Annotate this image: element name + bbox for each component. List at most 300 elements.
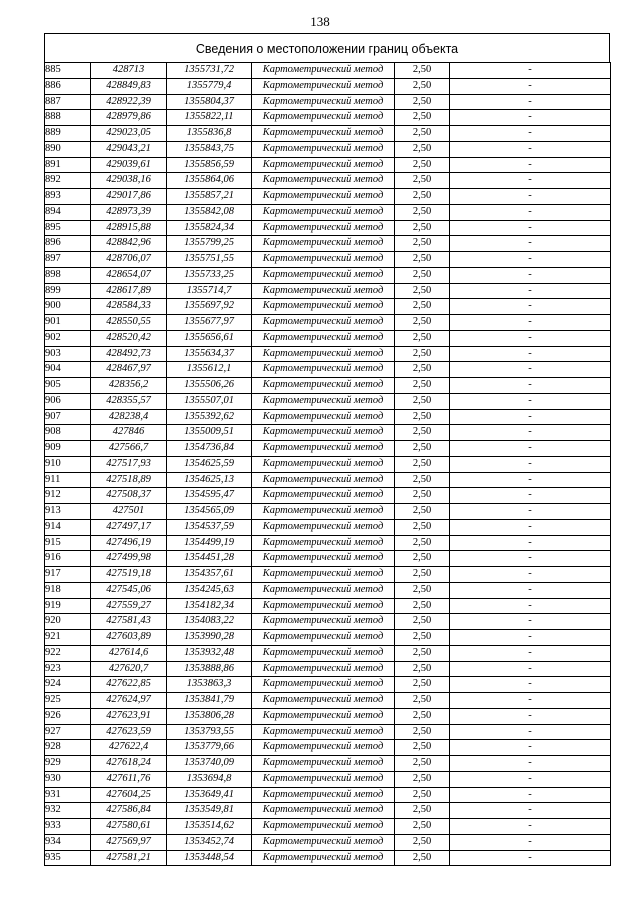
y-coordinate-cell: 1354625,13 bbox=[167, 472, 252, 488]
x-coordinate-cell: 427545,06 bbox=[91, 582, 167, 598]
table-row bbox=[45, 157, 611, 173]
table-row bbox=[45, 771, 611, 787]
description-cell: - bbox=[450, 567, 611, 583]
y-coordinate-cell: 1353990,28 bbox=[167, 630, 252, 646]
point-number-cell: 892 bbox=[45, 173, 91, 189]
accuracy-cell: 2,50 bbox=[395, 236, 450, 252]
accuracy-cell: 2,50 bbox=[395, 504, 450, 520]
y-coordinate-cell: 1355824,34 bbox=[167, 220, 252, 236]
point-number-cell: 919 bbox=[45, 598, 91, 614]
table-row bbox=[45, 110, 611, 126]
description-cell: - bbox=[450, 519, 611, 535]
method-cell: Картометрический метод bbox=[252, 504, 395, 520]
table-row bbox=[45, 693, 611, 709]
method-cell: Картометрический метод bbox=[252, 472, 395, 488]
x-coordinate-cell: 427566,7 bbox=[91, 441, 167, 457]
description-cell: - bbox=[450, 850, 611, 866]
y-coordinate-cell: 1354565,09 bbox=[167, 504, 252, 520]
table-row bbox=[45, 488, 611, 504]
method-cell: Картометрический метод bbox=[252, 740, 395, 756]
table-row bbox=[45, 78, 611, 94]
method-cell: Картометрический метод bbox=[252, 126, 395, 142]
y-coordinate-cell: 1355836,8 bbox=[167, 126, 252, 142]
point-number-cell: 886 bbox=[45, 78, 91, 94]
point-number-cell: 924 bbox=[45, 677, 91, 693]
y-coordinate-cell: 1354595,47 bbox=[167, 488, 252, 504]
description-cell: - bbox=[450, 551, 611, 567]
method-cell: Картометрический метод bbox=[252, 677, 395, 693]
table-row bbox=[45, 551, 611, 567]
x-coordinate-cell: 427497,17 bbox=[91, 519, 167, 535]
y-coordinate-cell: 1355779,4 bbox=[167, 78, 252, 94]
table-row bbox=[45, 567, 611, 583]
accuracy-cell: 2,50 bbox=[395, 126, 450, 142]
point-number-cell: 925 bbox=[45, 693, 91, 709]
method-cell: Картометрический метод bbox=[252, 236, 395, 252]
accuracy-cell: 2,50 bbox=[395, 834, 450, 850]
x-coordinate-cell: 427622,85 bbox=[91, 677, 167, 693]
point-number-cell: 898 bbox=[45, 267, 91, 283]
accuracy-cell: 2,50 bbox=[395, 456, 450, 472]
method-cell: Картометрический метод bbox=[252, 551, 395, 567]
point-number-cell: 928 bbox=[45, 740, 91, 756]
x-coordinate-cell: 427614,6 bbox=[91, 645, 167, 661]
description-cell: - bbox=[450, 157, 611, 173]
y-coordinate-cell: 1353779,66 bbox=[167, 740, 252, 756]
x-coordinate-cell: 428467,97 bbox=[91, 362, 167, 378]
y-coordinate-cell: 1355864,06 bbox=[167, 173, 252, 189]
description-cell: - bbox=[450, 441, 611, 457]
accuracy-cell: 2,50 bbox=[395, 551, 450, 567]
table-row bbox=[45, 724, 611, 740]
method-cell: Картометрический метод bbox=[252, 787, 395, 803]
y-coordinate-cell: 1354499,19 bbox=[167, 535, 252, 551]
accuracy-cell: 2,50 bbox=[395, 708, 450, 724]
x-coordinate-cell: 429023,05 bbox=[91, 126, 167, 142]
description-cell: - bbox=[450, 362, 611, 378]
y-coordinate-cell: 1355799,25 bbox=[167, 236, 252, 252]
point-number-cell: 933 bbox=[45, 819, 91, 835]
accuracy-cell: 2,50 bbox=[395, 78, 450, 94]
accuracy-cell: 2,50 bbox=[395, 330, 450, 346]
y-coordinate-cell: 1353841,79 bbox=[167, 693, 252, 709]
x-coordinate-cell: 427846 bbox=[91, 425, 167, 441]
table-row bbox=[45, 346, 611, 362]
x-coordinate-cell: 427623,59 bbox=[91, 724, 167, 740]
y-coordinate-cell: 1355656,61 bbox=[167, 330, 252, 346]
method-cell: Картометрический метод bbox=[252, 78, 395, 94]
x-coordinate-cell: 428922,39 bbox=[91, 94, 167, 110]
x-coordinate-cell: 427580,61 bbox=[91, 819, 167, 835]
table-row bbox=[45, 803, 611, 819]
y-coordinate-cell: 1355856,59 bbox=[167, 157, 252, 173]
method-cell: Картометрический метод bbox=[252, 819, 395, 835]
accuracy-cell: 2,50 bbox=[395, 850, 450, 866]
table-row bbox=[45, 236, 611, 252]
point-number-cell: 931 bbox=[45, 787, 91, 803]
point-number-cell: 911 bbox=[45, 472, 91, 488]
description-cell: - bbox=[450, 504, 611, 520]
y-coordinate-cell: 1353740,09 bbox=[167, 756, 252, 772]
y-coordinate-cell: 1353932,48 bbox=[167, 645, 252, 661]
description-cell: - bbox=[450, 204, 611, 220]
description-cell: - bbox=[450, 63, 611, 79]
description-cell: - bbox=[450, 330, 611, 346]
y-coordinate-cell: 1353888,86 bbox=[167, 661, 252, 677]
point-number-cell: 914 bbox=[45, 519, 91, 535]
point-number-cell: 885 bbox=[45, 63, 91, 79]
method-cell: Картометрический метод bbox=[252, 409, 395, 425]
x-coordinate-cell: 427618,24 bbox=[91, 756, 167, 772]
table-row bbox=[45, 409, 611, 425]
x-coordinate-cell: 427581,21 bbox=[91, 850, 167, 866]
point-number-cell: 916 bbox=[45, 551, 91, 567]
x-coordinate-cell: 428355,57 bbox=[91, 393, 167, 409]
x-coordinate-cell: 428617,89 bbox=[91, 283, 167, 299]
table-row bbox=[45, 267, 611, 283]
x-coordinate-cell: 428584,33 bbox=[91, 299, 167, 315]
x-coordinate-cell: 429039,61 bbox=[91, 157, 167, 173]
table-row bbox=[45, 661, 611, 677]
y-coordinate-cell: 1355392,62 bbox=[167, 409, 252, 425]
method-cell: Картометрический метод bbox=[252, 63, 395, 79]
y-coordinate-cell: 1355731,72 bbox=[167, 63, 252, 79]
table-row bbox=[45, 362, 611, 378]
method-cell: Картометрический метод bbox=[252, 141, 395, 157]
description-cell: - bbox=[450, 378, 611, 394]
method-cell: Картометрический метод bbox=[252, 204, 395, 220]
x-coordinate-cell: 428356,2 bbox=[91, 378, 167, 394]
x-coordinate-cell: 427611,76 bbox=[91, 771, 167, 787]
method-cell: Картометрический метод bbox=[252, 94, 395, 110]
y-coordinate-cell: 1353448,54 bbox=[167, 850, 252, 866]
accuracy-cell: 2,50 bbox=[395, 173, 450, 189]
table-row bbox=[45, 472, 611, 488]
table-row bbox=[45, 850, 611, 866]
accuracy-cell: 2,50 bbox=[395, 409, 450, 425]
method-cell: Картометрический метод bbox=[252, 346, 395, 362]
point-number-cell: 889 bbox=[45, 126, 91, 142]
table-row bbox=[45, 677, 611, 693]
x-coordinate-cell: 428842,96 bbox=[91, 236, 167, 252]
method-cell: Картометрический метод bbox=[252, 441, 395, 457]
table-row bbox=[45, 519, 611, 535]
point-number-cell: 926 bbox=[45, 708, 91, 724]
x-coordinate-cell: 427623,91 bbox=[91, 708, 167, 724]
method-cell: Картометрический метод bbox=[252, 267, 395, 283]
x-coordinate-cell: 429017,86 bbox=[91, 189, 167, 205]
x-coordinate-cell: 427501 bbox=[91, 504, 167, 520]
table-row bbox=[45, 819, 611, 835]
description-cell: - bbox=[450, 236, 611, 252]
table-row bbox=[45, 220, 611, 236]
y-coordinate-cell: 1355751,55 bbox=[167, 252, 252, 268]
method-cell: Картометрический метод bbox=[252, 614, 395, 630]
description-cell: - bbox=[450, 173, 611, 189]
y-coordinate-cell: 1355009,51 bbox=[167, 425, 252, 441]
method-cell: Картометрический метод bbox=[252, 362, 395, 378]
description-cell: - bbox=[450, 252, 611, 268]
x-coordinate-cell: 428550,55 bbox=[91, 315, 167, 331]
method-cell: Картометрический метод bbox=[252, 756, 395, 772]
table-row bbox=[45, 598, 611, 614]
accuracy-cell: 2,50 bbox=[395, 362, 450, 378]
description-cell: - bbox=[450, 708, 611, 724]
y-coordinate-cell: 1354245,63 bbox=[167, 582, 252, 598]
x-coordinate-cell: 427517,93 bbox=[91, 456, 167, 472]
accuracy-cell: 2,50 bbox=[395, 393, 450, 409]
accuracy-cell: 2,50 bbox=[395, 614, 450, 630]
method-cell: Картометрический метод bbox=[252, 535, 395, 551]
y-coordinate-cell: 1354357,61 bbox=[167, 567, 252, 583]
x-coordinate-cell: 427569,97 bbox=[91, 834, 167, 850]
point-number-cell: 899 bbox=[45, 283, 91, 299]
point-number-cell: 910 bbox=[45, 456, 91, 472]
x-coordinate-cell: 429038,16 bbox=[91, 173, 167, 189]
description-cell: - bbox=[450, 787, 611, 803]
point-number-cell: 891 bbox=[45, 157, 91, 173]
accuracy-cell: 2,50 bbox=[395, 645, 450, 661]
point-number-cell: 932 bbox=[45, 803, 91, 819]
method-cell: Картометрический метод bbox=[252, 582, 395, 598]
method-cell: Картометрический метод bbox=[252, 850, 395, 866]
y-coordinate-cell: 1355697,92 bbox=[167, 299, 252, 315]
accuracy-cell: 2,50 bbox=[395, 756, 450, 772]
point-number-cell: 921 bbox=[45, 630, 91, 646]
table-row bbox=[45, 425, 611, 441]
x-coordinate-cell: 427624,97 bbox=[91, 693, 167, 709]
description-cell: - bbox=[450, 346, 611, 362]
point-number-cell: 887 bbox=[45, 94, 91, 110]
y-coordinate-cell: 1354083,22 bbox=[167, 614, 252, 630]
point-number-cell: 927 bbox=[45, 724, 91, 740]
x-coordinate-cell: 428706,07 bbox=[91, 252, 167, 268]
table-row bbox=[45, 299, 611, 315]
description-cell: - bbox=[450, 645, 611, 661]
y-coordinate-cell: 1354451,28 bbox=[167, 551, 252, 567]
x-coordinate-cell: 427581,43 bbox=[91, 614, 167, 630]
y-coordinate-cell: 1353649,41 bbox=[167, 787, 252, 803]
y-coordinate-cell: 1355804,37 bbox=[167, 94, 252, 110]
point-number-cell: 895 bbox=[45, 220, 91, 236]
accuracy-cell: 2,50 bbox=[395, 425, 450, 441]
accuracy-cell: 2,50 bbox=[395, 661, 450, 677]
accuracy-cell: 2,50 bbox=[395, 677, 450, 693]
accuracy-cell: 2,50 bbox=[395, 63, 450, 79]
x-coordinate-cell: 428654,07 bbox=[91, 267, 167, 283]
point-number-cell: 906 bbox=[45, 393, 91, 409]
point-number-cell: 918 bbox=[45, 582, 91, 598]
table-title bbox=[44, 33, 610, 63]
description-cell: - bbox=[450, 614, 611, 630]
accuracy-cell: 2,50 bbox=[395, 567, 450, 583]
accuracy-cell: 2,50 bbox=[395, 771, 450, 787]
point-number-cell: 923 bbox=[45, 661, 91, 677]
description-cell: - bbox=[450, 771, 611, 787]
table-row bbox=[45, 378, 611, 394]
y-coordinate-cell: 1355822,11 bbox=[167, 110, 252, 126]
description-cell: - bbox=[450, 110, 611, 126]
y-coordinate-cell: 1353694,8 bbox=[167, 771, 252, 787]
accuracy-cell: 2,50 bbox=[395, 204, 450, 220]
y-coordinate-cell: 1354182,34 bbox=[167, 598, 252, 614]
accuracy-cell: 2,50 bbox=[395, 110, 450, 126]
x-coordinate-cell: 428979,86 bbox=[91, 110, 167, 126]
x-coordinate-cell: 429043,21 bbox=[91, 141, 167, 157]
point-number-cell: 894 bbox=[45, 204, 91, 220]
method-cell: Картометрический метод bbox=[252, 220, 395, 236]
x-coordinate-cell: 428520,42 bbox=[91, 330, 167, 346]
description-cell: - bbox=[450, 472, 611, 488]
point-number-cell: 901 bbox=[45, 315, 91, 331]
point-number-cell: 934 bbox=[45, 834, 91, 850]
y-coordinate-cell: 1353793,55 bbox=[167, 724, 252, 740]
x-coordinate-cell: 427499,98 bbox=[91, 551, 167, 567]
table-row bbox=[45, 283, 611, 299]
table-row bbox=[45, 126, 611, 142]
method-cell: Картометрический метод bbox=[252, 708, 395, 724]
table-row bbox=[45, 456, 611, 472]
method-cell: Картометрический метод bbox=[252, 330, 395, 346]
point-number-cell: 897 bbox=[45, 252, 91, 268]
description-cell: - bbox=[450, 141, 611, 157]
table-row bbox=[45, 141, 611, 157]
point-number-cell: 920 bbox=[45, 614, 91, 630]
method-cell: Картометрический метод bbox=[252, 567, 395, 583]
y-coordinate-cell: 1355507,01 bbox=[167, 393, 252, 409]
description-cell: - bbox=[450, 267, 611, 283]
description-cell: - bbox=[450, 661, 611, 677]
x-coordinate-cell: 427603,89 bbox=[91, 630, 167, 646]
description-cell: - bbox=[450, 189, 611, 205]
method-cell: Картометрический метод bbox=[252, 645, 395, 661]
table-row bbox=[45, 441, 611, 457]
method-cell: Картометрический метод bbox=[252, 834, 395, 850]
point-number-cell: 915 bbox=[45, 535, 91, 551]
method-cell: Картометрический метод bbox=[252, 425, 395, 441]
description-cell: - bbox=[450, 834, 611, 850]
table-row bbox=[45, 582, 611, 598]
point-number-cell: 908 bbox=[45, 425, 91, 441]
accuracy-cell: 2,50 bbox=[395, 740, 450, 756]
accuracy-cell: 2,50 bbox=[395, 94, 450, 110]
table-row bbox=[45, 204, 611, 220]
point-number-cell: 907 bbox=[45, 409, 91, 425]
point-number-cell: 900 bbox=[45, 299, 91, 315]
y-coordinate-cell: 1355506,26 bbox=[167, 378, 252, 394]
x-coordinate-cell: 428915,88 bbox=[91, 220, 167, 236]
point-number-cell: 913 bbox=[45, 504, 91, 520]
accuracy-cell: 2,50 bbox=[395, 630, 450, 646]
y-coordinate-cell: 1355843,75 bbox=[167, 141, 252, 157]
x-coordinate-cell: 428849,83 bbox=[91, 78, 167, 94]
method-cell: Картометрический метод bbox=[252, 110, 395, 126]
x-coordinate-cell: 427508,37 bbox=[91, 488, 167, 504]
method-cell: Картометрический метод bbox=[252, 488, 395, 504]
method-cell: Картометрический метод bbox=[252, 283, 395, 299]
y-coordinate-cell: 1354537,59 bbox=[167, 519, 252, 535]
table-row bbox=[45, 315, 611, 331]
point-number-cell: 922 bbox=[45, 645, 91, 661]
accuracy-cell: 2,50 bbox=[395, 441, 450, 457]
description-cell: - bbox=[450, 425, 611, 441]
coordinates-table bbox=[44, 62, 611, 866]
description-cell: - bbox=[450, 283, 611, 299]
accuracy-cell: 2,50 bbox=[395, 472, 450, 488]
method-cell: Картометрический метод bbox=[252, 378, 395, 394]
x-coordinate-cell: 427518,89 bbox=[91, 472, 167, 488]
point-number-cell: 929 bbox=[45, 756, 91, 772]
point-number-cell: 930 bbox=[45, 771, 91, 787]
description-cell: - bbox=[450, 220, 611, 236]
method-cell: Картометрический метод bbox=[252, 803, 395, 819]
table-row bbox=[45, 630, 611, 646]
point-number-cell: 903 bbox=[45, 346, 91, 362]
point-number-cell: 905 bbox=[45, 378, 91, 394]
description-cell: - bbox=[450, 488, 611, 504]
description-cell: - bbox=[450, 724, 611, 740]
table-row bbox=[45, 756, 611, 772]
y-coordinate-cell: 1355857,21 bbox=[167, 189, 252, 205]
description-cell: - bbox=[450, 819, 611, 835]
y-coordinate-cell: 1355612,1 bbox=[167, 362, 252, 378]
method-cell: Картометрический метод bbox=[252, 693, 395, 709]
accuracy-cell: 2,50 bbox=[395, 220, 450, 236]
description-cell: - bbox=[450, 456, 611, 472]
method-cell: Картометрический метод bbox=[252, 519, 395, 535]
table-row bbox=[45, 504, 611, 520]
accuracy-cell: 2,50 bbox=[395, 535, 450, 551]
x-coordinate-cell: 427586,84 bbox=[91, 803, 167, 819]
accuracy-cell: 2,50 bbox=[395, 252, 450, 268]
point-number-cell: 912 bbox=[45, 488, 91, 504]
accuracy-cell: 2,50 bbox=[395, 299, 450, 315]
method-cell: Картометрический метод bbox=[252, 299, 395, 315]
method-cell: Картометрический метод bbox=[252, 724, 395, 740]
accuracy-cell: 2,50 bbox=[395, 803, 450, 819]
y-coordinate-cell: 1353863,3 bbox=[167, 677, 252, 693]
method-cell: Картометрический метод bbox=[252, 189, 395, 205]
description-cell: - bbox=[450, 126, 611, 142]
point-number-cell: 917 bbox=[45, 567, 91, 583]
accuracy-cell: 2,50 bbox=[395, 378, 450, 394]
point-number-cell: 890 bbox=[45, 141, 91, 157]
y-coordinate-cell: 1353549,81 bbox=[167, 803, 252, 819]
table-row bbox=[45, 173, 611, 189]
description-cell: - bbox=[450, 756, 611, 772]
accuracy-cell: 2,50 bbox=[395, 157, 450, 173]
accuracy-cell: 2,50 bbox=[395, 141, 450, 157]
x-coordinate-cell: 427496,19 bbox=[91, 535, 167, 551]
method-cell: Картометрический метод bbox=[252, 173, 395, 189]
x-coordinate-cell: 428973,39 bbox=[91, 204, 167, 220]
coordinates-table-body bbox=[45, 63, 611, 866]
description-cell: - bbox=[450, 393, 611, 409]
point-number-cell: 888 bbox=[45, 110, 91, 126]
description-cell: - bbox=[450, 78, 611, 94]
x-coordinate-cell: 427620,7 bbox=[91, 661, 167, 677]
description-cell: - bbox=[450, 598, 611, 614]
accuracy-cell: 2,50 bbox=[395, 267, 450, 283]
table-row bbox=[45, 252, 611, 268]
x-coordinate-cell: 428238,4 bbox=[91, 409, 167, 425]
method-cell: Картометрический метод bbox=[252, 630, 395, 646]
method-cell: Картометрический метод bbox=[252, 771, 395, 787]
point-number-cell: 896 bbox=[45, 236, 91, 252]
table-row bbox=[45, 787, 611, 803]
accuracy-cell: 2,50 bbox=[395, 582, 450, 598]
table-row bbox=[45, 740, 611, 756]
